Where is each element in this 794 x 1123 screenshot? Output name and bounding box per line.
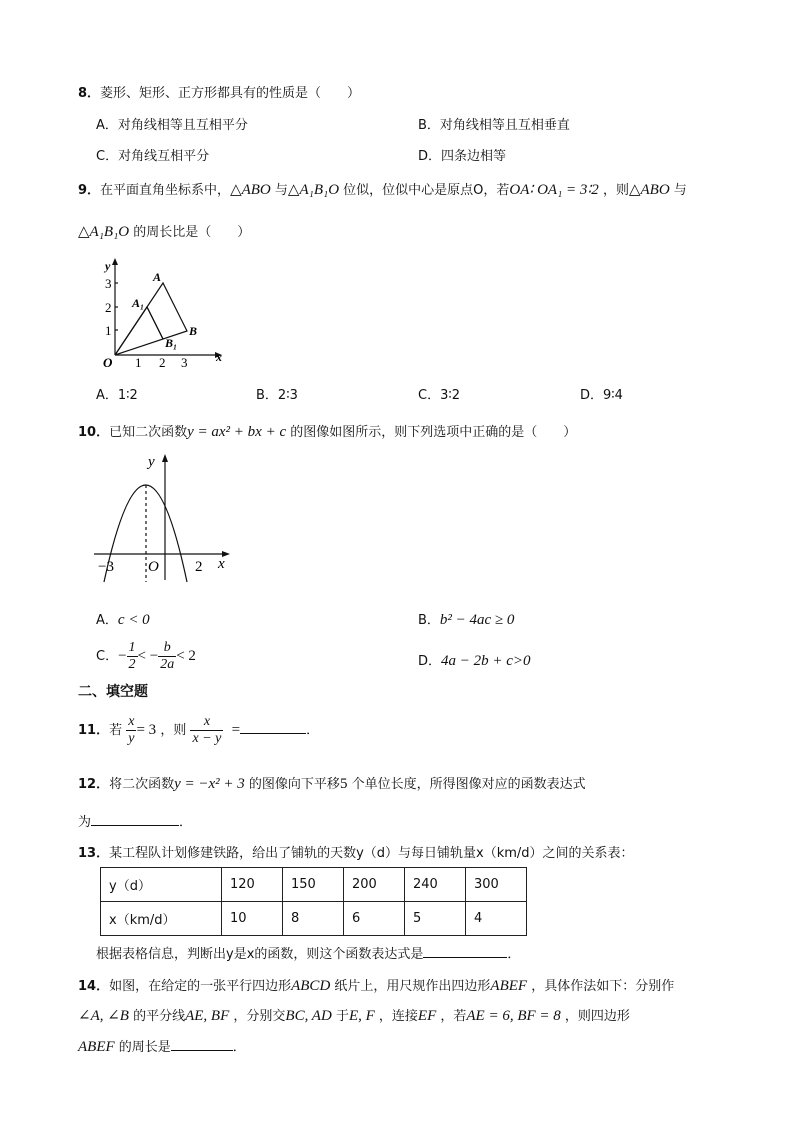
denominator: 2a	[160, 657, 175, 672]
table-cell: 8	[283, 902, 344, 936]
question-14-line-3	[78, 1036, 246, 1056]
denominator: 2	[128, 657, 136, 672]
question-number: 11．	[78, 723, 110, 738]
segment-a1b1	[147, 307, 163, 339]
answer-blank[interactable]	[423, 945, 507, 958]
section-title: 二、填空题	[78, 684, 148, 700]
q9-triangle-3: △ABO	[628, 182, 670, 198]
q14-math-1: ABCD	[291, 978, 331, 994]
q10-text-1: 已知二次函数	[109, 425, 188, 440]
data-table	[100, 867, 527, 936]
q9-option-c: C．3∶2	[418, 388, 461, 403]
tick-label-x-2: 2	[159, 355, 166, 370]
question-number: 14．	[78, 979, 110, 994]
question-13	[78, 842, 634, 861]
q14-math-9: ABEF	[78, 1039, 115, 1055]
fraction-b-over-2a	[158, 640, 176, 673]
q9-origin: O	[473, 183, 484, 198]
q8-option-d: D．四条边相等	[418, 149, 507, 164]
tick-label-x-3: 3	[181, 355, 188, 370]
q9-option-d: D．9∶4	[580, 388, 623, 403]
period: ．	[306, 723, 320, 738]
table-cell: y（d）	[101, 868, 222, 902]
numerator: 1	[128, 640, 136, 655]
numerator: x	[190, 714, 223, 731]
q12-text-2: 的图像向下平移	[244, 777, 340, 792]
q14-text-7: ，连接	[374, 1009, 418, 1024]
q9-text-1: 在平面直角坐标系中，	[100, 183, 231, 198]
numerator: b	[158, 640, 176, 657]
question-text: 某工程队计划修建铁路，给出了铺轨的天数y（d）与每日铺轨量x（km/d）之间的关系表：	[109, 846, 634, 861]
q14-math-7: EF	[417, 1008, 437, 1024]
question-9	[78, 179, 687, 199]
table-cell: x（km/d）	[101, 902, 222, 936]
q11-text-1: 若	[109, 723, 123, 738]
table-cell: 10	[222, 902, 283, 936]
q14-text-5: ，分别交	[229, 1009, 286, 1024]
q9-text-6: 与	[669, 183, 687, 198]
q12-function: y = −x² + 3	[174, 776, 245, 792]
q11-text-2: ，则	[160, 723, 187, 738]
answer-blank[interactable]	[171, 1038, 233, 1051]
q12-text-4: 为	[78, 815, 92, 830]
answer-blank[interactable]	[240, 721, 306, 734]
x-label: x	[218, 556, 225, 572]
q14-math-3: ∠A, ∠B	[78, 1008, 129, 1024]
q14-text-1: 如图，在给定的一张平行四边形	[109, 979, 292, 994]
label-2: 2	[195, 559, 203, 575]
question-13-after	[96, 943, 520, 962]
period: ．	[507, 947, 521, 962]
question-number: 10．	[78, 425, 110, 440]
question-14-line-2	[78, 1005, 630, 1025]
question-number: 13．	[78, 846, 110, 861]
q9-figure	[95, 255, 235, 370]
option-label: C．	[96, 649, 119, 664]
question-text: 菱形、矩形、正方形都具有的性质是（ ）	[100, 86, 361, 101]
q9-text-5: ，则	[598, 183, 629, 198]
answer-blank[interactable]	[91, 813, 179, 826]
fraction-x-over-x-minus-y	[190, 714, 223, 747]
q10-figure	[90, 450, 235, 585]
q10-text-2: 的图像如图所示，则下列选项中正确的是（ ）	[286, 425, 577, 440]
denominator: x − y	[192, 731, 222, 746]
equation: = 3	[136, 722, 157, 738]
q9-text-2: 与	[270, 183, 288, 198]
tick-label-x-1: 1	[135, 355, 142, 370]
q12-number: 5	[339, 776, 348, 792]
fraction-x-over-y	[126, 714, 136, 747]
y-label: y	[105, 259, 111, 273]
question-10	[78, 421, 576, 441]
table-cell: 6	[344, 902, 405, 936]
q9-triangle-1: △ABO	[230, 182, 271, 198]
table-cell: 5	[405, 902, 466, 936]
q9-triangle-4: △A₁B₁O	[78, 224, 130, 240]
option-math: b² − 4ac ≥ 0	[439, 612, 515, 628]
tick-label-y-3: 3	[105, 276, 112, 291]
question-number: 9．	[78, 183, 101, 198]
question-14	[78, 975, 674, 995]
q8-option-b: B．对角线相等且互相垂直	[418, 118, 570, 133]
inequality-end: < 2	[176, 648, 196, 664]
option-label: B．	[418, 613, 440, 628]
period: ．	[179, 815, 193, 830]
q10-option-d	[418, 650, 531, 670]
question-number: 8．	[78, 86, 101, 101]
q14-math-6: E, F	[348, 1008, 375, 1024]
question-12-line-2	[78, 811, 192, 830]
q14-text-4: 的平分线	[128, 1009, 186, 1024]
option-math: 4a − 2b + c>0	[441, 653, 531, 669]
origin-label: O	[103, 355, 113, 370]
q14-text-2: 纸片上，用尺规作出四边形	[330, 979, 491, 994]
q9-text-4: ，若	[483, 183, 510, 198]
q9-option-a: A．1∶2	[96, 388, 138, 403]
equals: =	[231, 722, 241, 738]
q10-option-c	[96, 640, 196, 673]
q9-text-3: 位似，位似中心是原点	[339, 183, 474, 198]
point-b1-label: B₁	[165, 336, 178, 350]
q14-math-5: BC, AD	[285, 1008, 332, 1024]
point-a1-label: A₁	[132, 296, 145, 310]
q9-text-7: 的周长比是（ ）	[129, 225, 251, 240]
period: ．	[232, 1040, 246, 1055]
point-a-label: A	[153, 270, 162, 284]
q13-text-2: 根据表格信息，判断出y是x的函数，则这个函数表达式是	[96, 947, 424, 962]
table-cell: 120	[222, 868, 283, 902]
inequality: < −	[137, 648, 159, 664]
table-cell: 300	[466, 868, 527, 902]
option-label: A．	[96, 613, 118, 628]
option-label: D．	[418, 654, 442, 669]
label-neg-3: −3	[98, 559, 114, 575]
q8-option-a: A．对角线相等且互相平分	[96, 118, 248, 133]
q14-text-8: ，若	[436, 1009, 467, 1024]
q14-math-8: AE = 6, BF = 8	[466, 1008, 561, 1024]
q14-math-2: ABEF	[490, 978, 528, 994]
q8-option-c: C．对角线互相平分	[96, 149, 210, 164]
table-cell: 4	[466, 902, 527, 936]
table-row	[101, 868, 527, 902]
fraction-one-half	[127, 640, 138, 673]
q14-text-6: 于	[331, 1009, 349, 1024]
numerator: x	[128, 714, 135, 729]
table-cell: 240	[405, 868, 466, 902]
option-math: c < 0	[117, 612, 150, 628]
table-row	[101, 902, 527, 936]
table-cell: 200	[344, 868, 405, 902]
tick-label-y-1: 1	[105, 323, 112, 338]
y-arrow	[162, 454, 168, 462]
q14-text-9: ，则四边形	[560, 1009, 630, 1024]
q14-text-10: 的周长是	[114, 1040, 171, 1055]
y-arrow	[112, 258, 118, 265]
question-12	[78, 773, 586, 793]
q12-text-1: 将二次函数	[109, 777, 175, 792]
y-label: y	[148, 454, 155, 470]
x-label: x	[216, 350, 222, 364]
question-11	[78, 714, 319, 747]
q9-option-b: B．2∶3	[256, 388, 298, 403]
q9-triangle-2: △A₁B₁O	[287, 182, 340, 198]
q14-text-3: ，具体作法如下：分别作	[527, 979, 675, 994]
point-b-label: B	[189, 324, 198, 338]
q10-function: y = ax² + bx + c	[187, 424, 287, 440]
origin-label: O	[148, 559, 159, 575]
q10-option-b	[418, 609, 514, 629]
q12-text-3: 个单位长度，所得图像对应的函数表达式	[347, 777, 586, 792]
q10-option-a	[96, 609, 150, 629]
denominator: y	[128, 731, 135, 746]
q14-math-4: AE, BF	[185, 1008, 230, 1024]
table-cell: 150	[283, 868, 344, 902]
minus-sign: −	[118, 648, 127, 664]
tick-label-y-2: 2	[105, 300, 112, 315]
question-number: 12．	[78, 777, 110, 792]
question-9-line-2	[78, 221, 250, 241]
question-8	[78, 82, 360, 101]
triangle-a1b1o	[115, 307, 163, 355]
q9-ratio: OA∶ OA₁ = 3∶2	[509, 182, 599, 198]
